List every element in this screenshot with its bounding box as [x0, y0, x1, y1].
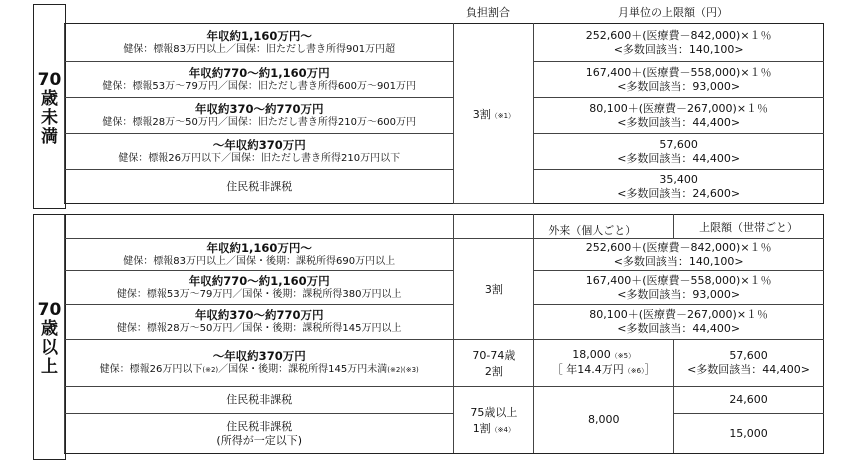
col-header-rate: 負担割合 — [466, 6, 510, 19]
household-general: 57,600 <多数回該当：44,400> — [674, 340, 824, 387]
table-row: ～年収約370万円 健保：標報26万円以下／国保：旧ただし書き所得210万円以下 57,600 <多数回該当：44,400> — [65, 134, 824, 170]
outpatient-general: 18,000（※5） ［ 年14.4万円（※6）］ — [534, 340, 674, 387]
age-label-under70: 70 歳 未 満 — [33, 4, 66, 209]
table-row: 住民税非課税 (所得が一定以下) 15,000 — [65, 414, 824, 454]
table-row: 年収約370～約770万円 健保：標報28万～50万円／国保：旧ただし書き所得210万～600万円 80,100＋(医療費－267,000)×１％ <多数回該当：44,400> — [65, 98, 824, 134]
table-row: 年収約770～約1,160万円 健保：標報53万～79万円／国保：旧ただし書き所得600万～901万円 167,400＋(医療費－558,000)×１％ <多数回該当：93,000> — [65, 62, 824, 98]
table-row: 年収約1,160万円～ 健保：標報83万円以上／国保・後期：課税所得690万円以上 3割 252,600＋(医療費－842,000)×１％ <多数回該当：140,100> — [65, 239, 824, 271]
table-row: 年収約370～約770万円 健保：標報28万～50万円／国保・後期：課税所得145万円以上 80,100＋(医療費－267,000)×１％ <多数回該当：44,400> — [65, 305, 824, 340]
col-header-household: 上限額（世帯ごと） — [674, 215, 824, 239]
table-over70 — [64, 214, 824, 454]
col-header-limit: 月単位の上限額（円） — [618, 6, 728, 19]
table-row: ～年収約370万円 健保：標報26万円以下(※2)／国保・後期：課税所得145万円未満(※2)(※3) 70-74歳 2割 18,000（※5） ［ 年14.4万円（※6）］ 57,600 <多数回該当：44,400> — [65, 340, 824, 387]
rate-cell-70-74: 70-74歳 2割 — [454, 340, 534, 387]
age-label-over70: 70 歳 以 上 — [33, 214, 66, 460]
table-header-row — [65, 215, 824, 239]
rate-cell-under70: 3割（※1） — [454, 24, 534, 204]
table-row: 年収約1,160万円～ 健保：標報83万円以上／国保：旧ただし書き所得901万円超 3割（※1） 252,600＋(医療費－842,000)×１％ <多数回該当：140,100> — [65, 24, 824, 62]
outpatient-nontax: 8,000 — [534, 387, 674, 454]
table-row: 住民税非課税 35,400 <多数回該当：24,600> — [65, 170, 824, 204]
rate-cell-75: 75歳以上 1割（※4） — [454, 387, 534, 454]
table-row: 年収約770～約1,160万円 健保：標報53万～79万円／国保・後期：課税所得380万円以上 167,400＋(医療費－558,000)×１％ <多数回該当：93,000> — [65, 271, 824, 305]
table-row: 住民税非課税 75歳以上 1割（※4） 8,000 24,600 — [65, 387, 824, 414]
col-header-outpatient: 外来（個人ごと） — [534, 215, 674, 239]
rate-cell-over70-top: 3割 — [454, 239, 534, 340]
table-under70 — [64, 23, 824, 204]
